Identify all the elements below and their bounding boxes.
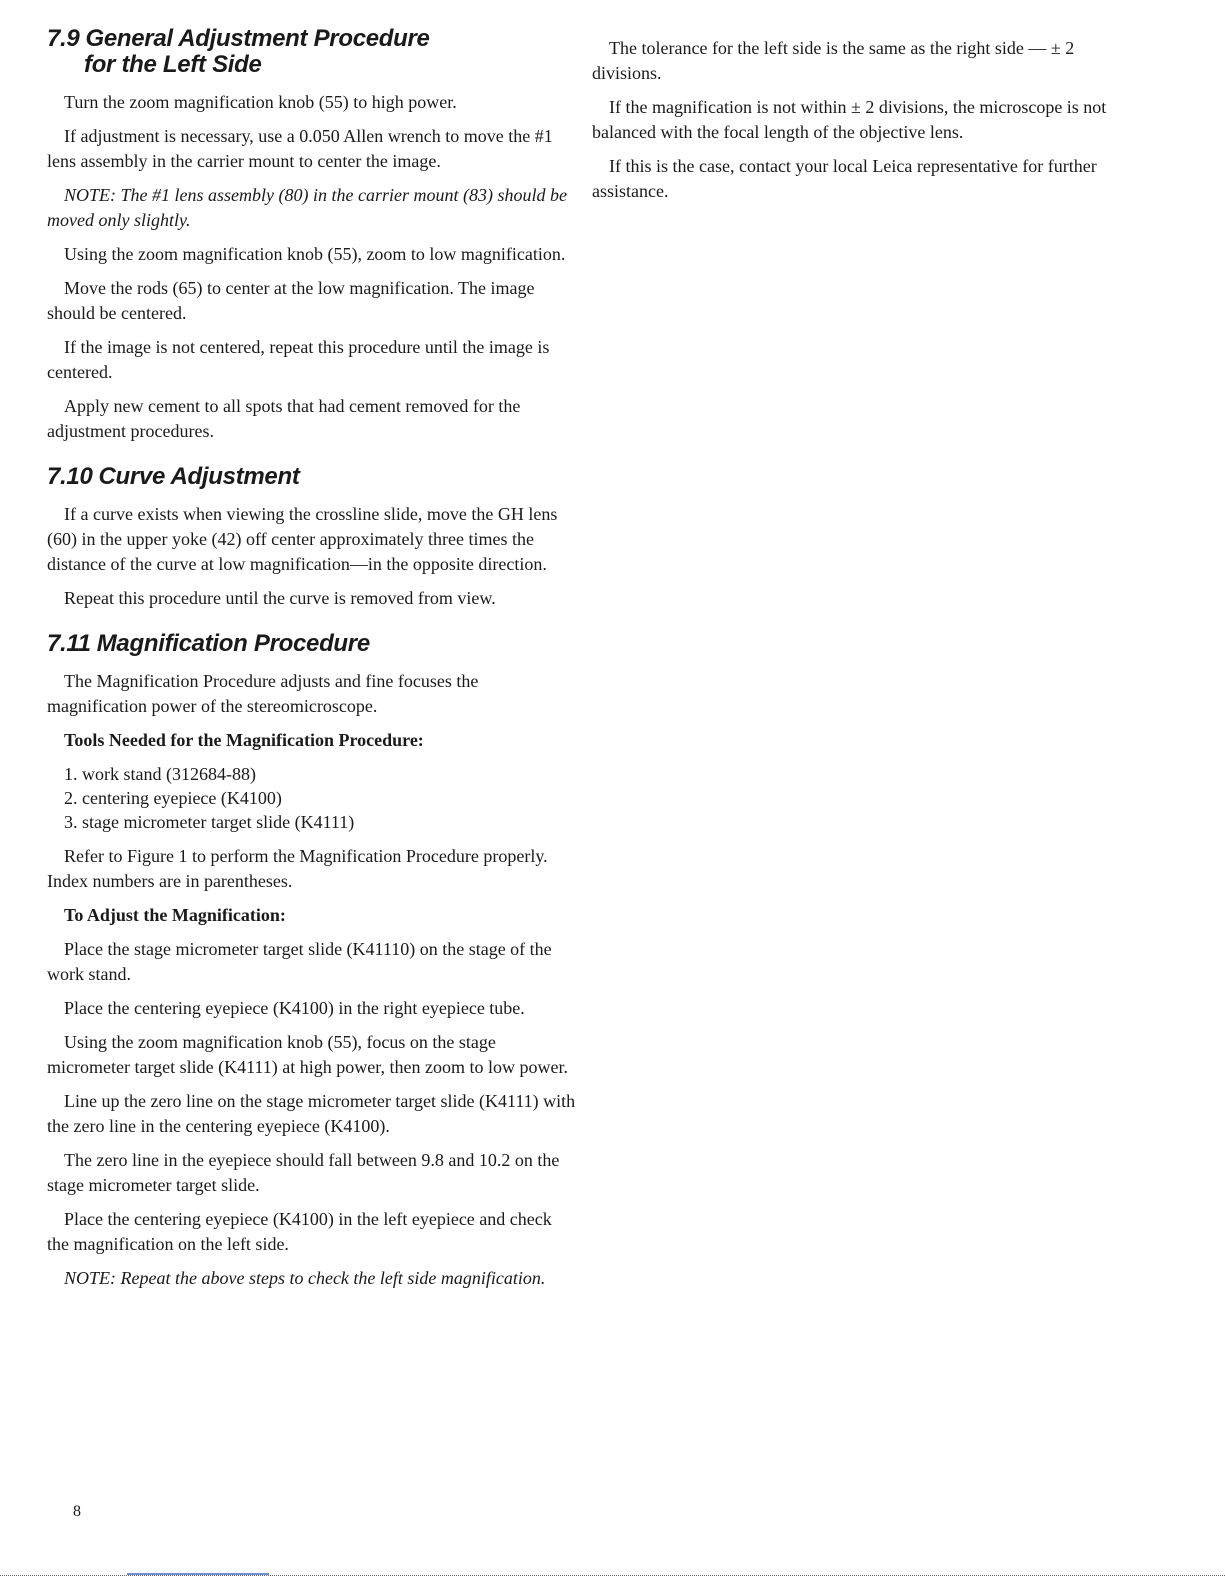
paragraph: Place the stage micrometer target slide (K41110) on the stage of the work stand. bbox=[47, 939, 552, 984]
section-7-9-heading bbox=[47, 26, 577, 78]
left-column bbox=[47, 26, 577, 1300]
section-number: 7.11 bbox=[47, 630, 91, 657]
paragraph: Line up the zero line on the stage micrometer target slide (K4111) with the zero line in the centering eyepiece (K4100). bbox=[47, 1091, 576, 1136]
list-item: 3. stage micrometer target slide (K4111) bbox=[64, 812, 355, 832]
paragraph: Place the centering eyepiece (K4100) in the left eyepiece and check the magnification on the left side. bbox=[47, 1209, 552, 1254]
paragraph: If adjustment is necessary, use a 0.050 Allen wrench to move the #1 lens assembly in the carrier mount to center the image. bbox=[47, 126, 553, 171]
list-item: 2. centering eyepiece (K4100) bbox=[64, 788, 282, 808]
paragraph: Apply new cement to all spots that had cement removed for the adjustment procedures. bbox=[47, 396, 521, 441]
tools-list bbox=[47, 762, 577, 834]
section-number: 7.10 bbox=[47, 463, 93, 490]
paragraph: The tolerance for the left side is the same as the right side — ± 2 divisions. bbox=[592, 38, 1075, 83]
paragraph: Place the centering eyepiece (K4100) in the right eyepiece tube. bbox=[64, 998, 525, 1018]
paragraph: If the magnification is not within ± 2 divisions, the microscope is not balanced with the focal length of the objective lens. bbox=[592, 97, 1107, 142]
section-7-10-heading bbox=[47, 464, 577, 490]
section-title-line2: for the Left Side bbox=[84, 51, 262, 78]
adjust-heading: To Adjust the Magnification: bbox=[64, 905, 286, 925]
list-item: 1. work stand (312684-88) bbox=[64, 764, 256, 784]
paragraph: The Magnification Procedure adjusts and fine focuses the magnification power of the stereomicroscope. bbox=[47, 671, 479, 716]
paragraph: The zero line in the eyepiece should fall between 9.8 and 10.2 on the stage micrometer target slide. bbox=[47, 1150, 560, 1195]
paragraph: Using the zoom magnification knob (55), focus on the stage micrometer target slide (K4111) at high power, then zoom to low power. bbox=[47, 1032, 568, 1077]
paragraph: If the image is not centered, repeat this procedure until the image is centered. bbox=[47, 337, 550, 382]
note bbox=[47, 1266, 577, 1291]
note-text: Repeat the above steps to check the left side magnification. bbox=[120, 1268, 546, 1288]
bottom-link-bar bbox=[127, 1573, 269, 1575]
paragraph: Move the rods (65) to center at the low magnification. The image should be centered. bbox=[47, 278, 535, 323]
note-label: NOTE: bbox=[64, 1268, 117, 1288]
right-column bbox=[592, 36, 1122, 213]
note-label: NOTE: bbox=[64, 185, 117, 205]
paragraph: Refer to Figure 1 to perform the Magnification Procedure properly. Index numbers are in parentheses. bbox=[47, 846, 548, 891]
paragraph: Repeat this procedure until the curve is removed from view. bbox=[64, 588, 496, 608]
section-7-11-heading bbox=[47, 631, 577, 657]
paragraph: If a curve exists when viewing the crossline slide, move the GH lens (60) in the upper yoke (42) off center approximately three times the distance of the curve at low magnification—in the opposite direction. bbox=[47, 504, 558, 574]
bottom-divider bbox=[0, 1575, 1225, 1578]
paragraph: If this is the case, contact your local Leica representative for further assistance. bbox=[592, 156, 1097, 201]
tools-heading: Tools Needed for the Magnification Procedure: bbox=[64, 730, 424, 750]
section-number: 7.9 bbox=[47, 25, 80, 52]
paragraph: Using the zoom magnification knob (55), zoom to low magnification. bbox=[64, 244, 566, 264]
note-text: The #1 lens assembly (80) in the carrier mount (83) should be moved only slightly. bbox=[47, 185, 567, 230]
note bbox=[47, 183, 577, 233]
section-title: Magnification Procedure bbox=[96, 630, 370, 657]
page-number: 8 bbox=[73, 1503, 81, 1520]
section-title: Curve Adjustment bbox=[98, 463, 300, 490]
paragraph: Turn the zoom magnification knob (55) to high power. bbox=[64, 92, 457, 112]
section-title-line1: General Adjustment Procedure bbox=[85, 25, 430, 52]
